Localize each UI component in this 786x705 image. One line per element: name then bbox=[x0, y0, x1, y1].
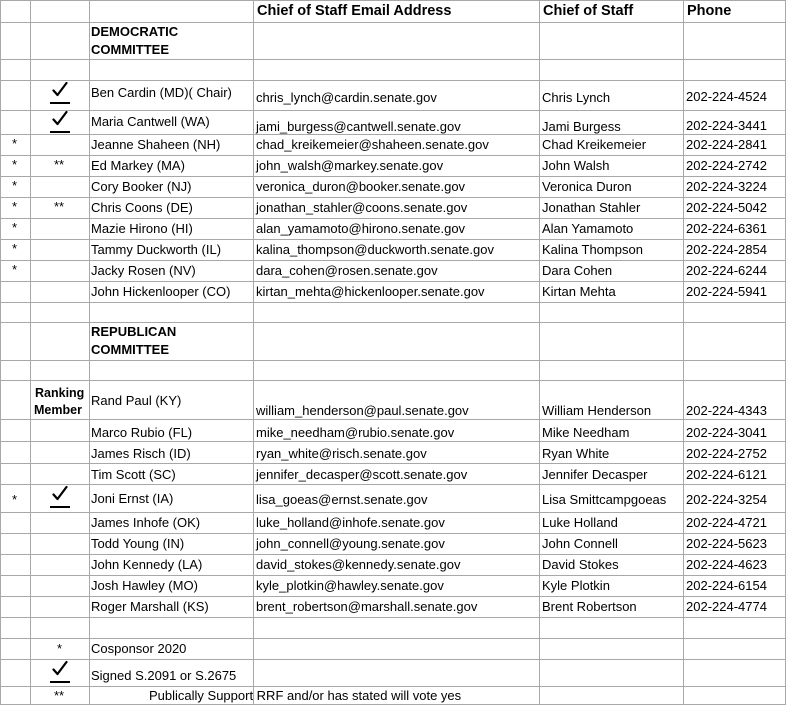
row-divider bbox=[0, 512, 786, 513]
phone-number[interactable]: 202-224-2841 bbox=[686, 137, 767, 152]
chief-of-staff-name[interactable]: Veronica Duron bbox=[542, 179, 632, 194]
checkmark-underline bbox=[50, 681, 70, 683]
phone-number[interactable]: 202-224-5941 bbox=[686, 284, 767, 299]
column-divider bbox=[0, 0, 1, 704]
chief-of-staff-name[interactable]: David Stokes bbox=[542, 557, 619, 572]
email-address[interactable]: john_walsh@markey.senate.gov bbox=[256, 158, 444, 173]
cosponsor-legend-text[interactable]: Cosponsor 2020 bbox=[91, 641, 187, 656]
senator-name[interactable]: Mazie Hirono (HI) bbox=[91, 221, 193, 236]
email-address[interactable]: chad_kreikemeier@shaheen.senate.gov bbox=[256, 137, 489, 152]
senator-name[interactable]: James Risch (ID) bbox=[91, 446, 191, 461]
senator-name[interactable]: John Kennedy (LA) bbox=[91, 557, 203, 572]
email-address[interactable]: dara_cohen@rosen.senate.gov bbox=[256, 263, 438, 278]
row-divider bbox=[0, 659, 786, 660]
row-divider bbox=[0, 197, 786, 198]
ranking-member-label: Ranking bbox=[35, 386, 85, 400]
senator-name[interactable]: Roger Marshall (KS) bbox=[91, 599, 209, 614]
row-divider bbox=[0, 302, 786, 303]
email-address[interactable]: veronica_duron@booker.senate.gov bbox=[256, 179, 466, 194]
email-address[interactable]: john_connell@young.senate.gov bbox=[256, 536, 445, 551]
email-address[interactable]: william_henderson@paul.senate.gov bbox=[256, 403, 469, 418]
phone-number[interactable]: 202-224-5042 bbox=[686, 200, 767, 215]
phone-number[interactable]: 202-224-2752 bbox=[686, 446, 767, 461]
row-divider bbox=[0, 134, 786, 135]
senator-name[interactable]: James Inhofe (OK) bbox=[91, 515, 201, 530]
cosponsor-marker: * bbox=[12, 492, 18, 507]
row-divider bbox=[0, 617, 786, 618]
row-divider bbox=[0, 554, 786, 555]
email-address[interactable]: kyle_plotkin@hawley.senate.gov bbox=[256, 578, 444, 593]
cosponsor-marker: * bbox=[12, 136, 18, 151]
senator-name[interactable]: Marco Rubio (FL) bbox=[91, 425, 193, 440]
phone-number[interactable]: 202-224-6361 bbox=[686, 221, 767, 236]
section-republican-line2: COMMITTEE bbox=[91, 342, 169, 357]
email-address[interactable]: david_stokes@kennedy.senate.gov bbox=[256, 557, 461, 572]
chief-of-staff-name[interactable]: John Connell bbox=[542, 536, 618, 551]
senator-name[interactable]: Todd Young (IN) bbox=[91, 536, 185, 551]
chief-of-staff-name[interactable]: Alan Yamamoto bbox=[542, 221, 634, 236]
row-divider bbox=[0, 463, 786, 464]
row-divider bbox=[0, 239, 786, 240]
email-address[interactable]: jami_burgess@cantwell.senate.gov bbox=[256, 119, 461, 134]
chief-of-staff-name[interactable]: Lisa Smittcampgoeas bbox=[542, 492, 667, 507]
phone-number[interactable]: 202-224-3224 bbox=[686, 179, 767, 194]
row-divider bbox=[0, 360, 786, 361]
senator-name[interactable]: Rand Paul (KY) bbox=[91, 393, 182, 408]
email-address[interactable]: kirtan_mehta@hickenlooper.senate.gov bbox=[256, 284, 485, 299]
cosponsor-marker: * bbox=[12, 157, 18, 172]
cosponsor-legend-symbol: * bbox=[57, 641, 63, 656]
chief-of-staff-name[interactable]: Chad Kreikemeier bbox=[542, 137, 647, 152]
checkmark-icon bbox=[52, 660, 68, 678]
chief-of-staff-name[interactable]: Jami Burgess bbox=[542, 119, 621, 134]
senator-name[interactable]: Josh Hawley (MO) bbox=[91, 578, 198, 593]
checkmark-underline bbox=[50, 131, 70, 133]
row-divider bbox=[0, 638, 786, 639]
senator-name[interactable]: Jeanne Shaheen (NH) bbox=[91, 137, 221, 152]
chief-of-staff-name[interactable]: Kirtan Mehta bbox=[542, 284, 616, 299]
senator-name[interactable]: Tammy Duckworth (IL) bbox=[91, 242, 222, 257]
chief-of-staff-name[interactable]: William Henderson bbox=[542, 403, 652, 418]
column-divider bbox=[30, 0, 31, 704]
row-divider bbox=[0, 484, 786, 485]
senator-name[interactable]: Ed Markey (MA) bbox=[91, 158, 185, 173]
chief-of-staff-name[interactable]: Ryan White bbox=[542, 446, 610, 461]
phone-number[interactable]: 202-224-4721 bbox=[686, 515, 767, 530]
cosponsor-marker: * bbox=[12, 262, 18, 277]
row-divider bbox=[0, 155, 786, 156]
phone-number[interactable]: 202-224-5623 bbox=[686, 536, 767, 551]
chief-of-staff-name[interactable]: Kyle Plotkin bbox=[542, 578, 610, 593]
row-divider bbox=[0, 686, 786, 687]
support-legend-symbol: ** bbox=[54, 688, 65, 703]
chief-of-staff-name[interactable]: Brent Robertson bbox=[542, 599, 637, 614]
senator-name[interactable]: Ben Cardin (MD)( Chair) bbox=[91, 85, 232, 100]
email-address[interactable]: mike_needham@rubio.senate.gov bbox=[256, 425, 455, 440]
phone-number[interactable]: 202-224-6154 bbox=[686, 578, 767, 593]
chief-of-staff-name[interactable]: Dara Cohen bbox=[542, 263, 613, 278]
section-democratic-line1[interactable]: DEMOCRATIC bbox=[91, 24, 179, 39]
email-address[interactable]: chris_lynch@cardin.senate.gov bbox=[256, 90, 437, 105]
email-address[interactable]: luke_holland@inhofe.senate.gov bbox=[256, 515, 445, 530]
row-divider bbox=[0, 380, 786, 381]
chief-of-staff-name[interactable]: Mike Needham bbox=[542, 425, 630, 440]
row-divider bbox=[0, 575, 786, 576]
chief-of-staff-name[interactable]: Jonathan Stahler bbox=[542, 200, 641, 215]
phone-number[interactable]: 202-224-3441 bbox=[686, 118, 767, 133]
cosponsor-marker: * bbox=[12, 178, 18, 193]
column-divider bbox=[253, 0, 254, 704]
phone-number[interactable]: 202-224-4623 bbox=[686, 557, 767, 572]
row-divider bbox=[0, 110, 786, 111]
row-divider bbox=[0, 441, 786, 442]
phone-number[interactable]: 202-224-3254 bbox=[686, 492, 767, 507]
email-address[interactable]: lisa_goeas@ernst.senate.gov bbox=[256, 492, 428, 507]
chief-of-staff-name[interactable]: Chris Lynch bbox=[542, 90, 611, 105]
phone-number[interactable]: 202-224-4524 bbox=[686, 89, 767, 104]
row-divider bbox=[0, 596, 786, 597]
column-divider bbox=[683, 0, 684, 704]
senator-name[interactable]: John Hickenlooper (CO) bbox=[91, 284, 231, 299]
senator-name[interactable]: Cory Booker (NJ) bbox=[91, 179, 192, 194]
ranking-member-label: Member bbox=[34, 403, 82, 417]
section-republican-line1[interactable]: REPUBLICAN bbox=[91, 324, 177, 339]
checkmark-icon bbox=[52, 81, 68, 99]
chief-of-staff-name[interactable]: Kalina Thompson bbox=[542, 242, 643, 257]
email-address[interactable]: kalina_thompson@duckworth.senate.gov bbox=[256, 242, 494, 257]
email-address[interactable]: jonathan_stahler@coons.senate.gov bbox=[256, 200, 468, 215]
row-divider bbox=[0, 533, 786, 534]
header-chief-of-staff[interactable]: Chief of Staff bbox=[543, 3, 634, 19]
phone-number[interactable]: 202-224-3041 bbox=[686, 425, 767, 440]
phone-number[interactable]: 202-224-6121 bbox=[686, 467, 767, 482]
header-phone[interactable]: Phone bbox=[687, 3, 732, 19]
cosponsor-marker: * bbox=[12, 199, 18, 214]
column-divider bbox=[539, 0, 540, 704]
column-divider bbox=[89, 0, 90, 704]
row-divider bbox=[0, 80, 786, 81]
phone-number[interactable]: 202-224-6244 bbox=[686, 263, 767, 278]
phone-number[interactable]: 202-224-4343 bbox=[686, 403, 767, 418]
checkmark-icon bbox=[52, 485, 68, 503]
support-marker: ** bbox=[54, 157, 65, 172]
signed-legend-text[interactable]: Signed S.2091 or S.2675 bbox=[91, 668, 237, 683]
senator-name[interactable]: Joni Ernst (IA) bbox=[91, 491, 174, 506]
phone-number[interactable]: 202-224-2854 bbox=[686, 242, 767, 257]
checkmark-underline bbox=[50, 506, 70, 508]
email-address[interactable]: jennifer_decasper@scott.senate.gov bbox=[256, 467, 468, 482]
row-divider bbox=[0, 218, 786, 219]
row-divider bbox=[0, 260, 786, 261]
email-address[interactable]: brent_robertson@marshall.senate.gov bbox=[256, 599, 478, 614]
row-divider bbox=[0, 0, 786, 1]
row-divider bbox=[0, 59, 786, 60]
cosponsor-marker: * bbox=[12, 220, 18, 235]
checkmark-underline bbox=[50, 102, 70, 104]
senator-name[interactable]: Jacky Rosen (NV) bbox=[91, 263, 196, 278]
senator-name[interactable]: Chris Coons (DE) bbox=[91, 200, 193, 215]
senator-name[interactable]: Tim Scott (SC) bbox=[91, 467, 176, 482]
row-divider bbox=[0, 419, 786, 420]
email-address[interactable]: ryan_white@risch.senate.gov bbox=[256, 446, 427, 461]
row-divider bbox=[0, 281, 786, 282]
support-marker: ** bbox=[54, 199, 65, 214]
senator-name[interactable]: Maria Cantwell (WA) bbox=[91, 114, 210, 129]
header-email[interactable]: Chief of Staff Email Address bbox=[257, 3, 452, 19]
phone-number[interactable]: 202-224-4774 bbox=[686, 599, 767, 614]
chief-of-staff-name[interactable]: John Walsh bbox=[542, 158, 610, 173]
row-divider bbox=[0, 176, 786, 177]
email-address[interactable]: alan_yamamoto@hirono.senate.gov bbox=[256, 221, 466, 236]
chief-of-staff-name[interactable]: Luke Holland bbox=[542, 515, 618, 530]
cosponsor-marker: * bbox=[12, 241, 18, 256]
section-democratic-line2: COMMITTEE bbox=[91, 42, 169, 57]
chief-of-staff-name[interactable]: Jennifer Decasper bbox=[542, 467, 648, 482]
checkmark-icon bbox=[52, 110, 68, 128]
support-legend-text[interactable]: Publically Support RRF and/or has stated will vote yes bbox=[149, 688, 462, 703]
phone-number[interactable]: 202-224-2742 bbox=[686, 158, 767, 173]
